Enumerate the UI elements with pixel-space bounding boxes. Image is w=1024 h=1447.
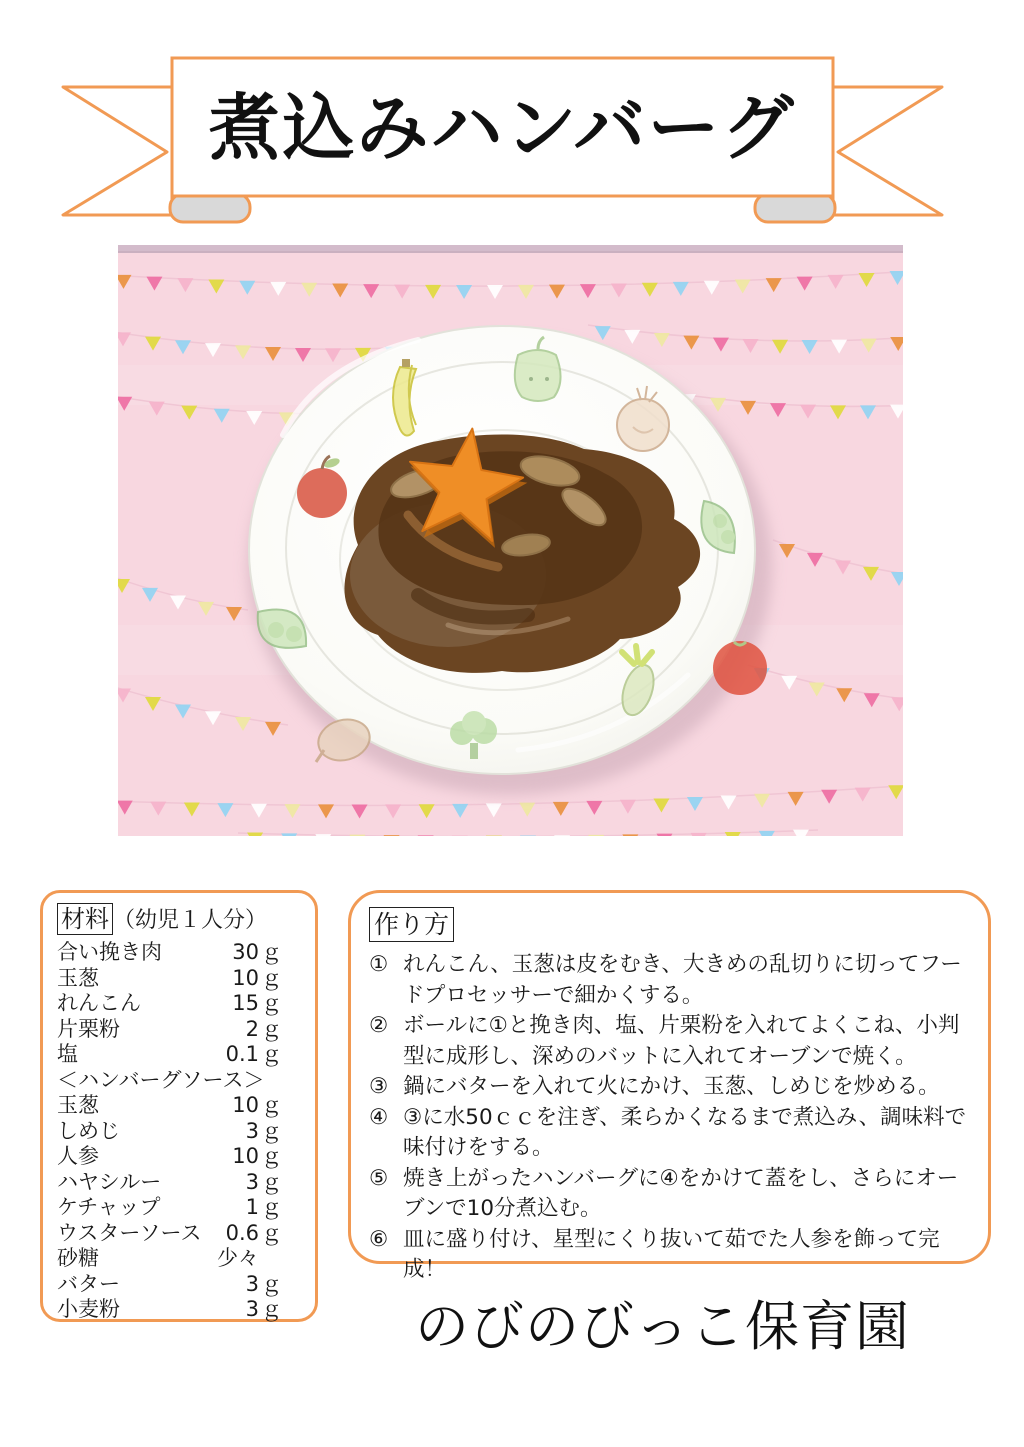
step-text: 皿に盛り付け、星型にくり抜いて茹でた人参を飾って完成！ — [403, 1226, 940, 1283]
instruction-step — [369, 1072, 972, 1103]
ingredient-value: 少々 — [217, 1246, 259, 1270]
ingredient-row — [57, 991, 305, 1017]
ingredient-unit: ｇ — [261, 940, 282, 964]
ingredient-row — [57, 1042, 305, 1068]
ingredient-row — [57, 1297, 305, 1323]
instruction-step — [369, 1164, 972, 1225]
ingredient-unit: ｇ — [261, 1042, 282, 1066]
step-number: ⑤ — [369, 1165, 389, 1191]
ingredient-name: ウスターソース — [57, 1220, 202, 1245]
ingredient-row — [57, 1246, 305, 1272]
ingredient-name: 玉葱 — [57, 1093, 99, 1117]
ingredient-unit: ｇ — [261, 965, 282, 990]
ingredient-name: 合い挽き肉 — [57, 940, 162, 964]
ingredient-name: 玉葱 — [57, 965, 99, 990]
ingredient-unit: ｇ — [261, 1271, 282, 1296]
ingredient-value: 3 — [245, 1118, 259, 1143]
ribbon-right-tail — [833, 87, 942, 215]
ingredient-value: 10 — [232, 1144, 259, 1168]
cloth-top-edge — [118, 245, 903, 251]
ingredient-value: 3 — [245, 1271, 259, 1296]
ingredients-header — [57, 903, 305, 935]
instructions-header — [369, 907, 972, 942]
ingredient-section-row — [57, 1068, 305, 1094]
ingredient-value: 3 — [245, 1297, 259, 1321]
step-text: ボールに①と挽き肉、塩、片栗粉を入れてよくこね、小判型に成形し、深めのバットに入れてオーブンで焼く。 — [403, 1013, 960, 1069]
ingredient-unit: ｇ — [261, 1220, 282, 1245]
instruction-step — [369, 1225, 972, 1286]
instruction-step — [369, 1103, 972, 1164]
ingredient-value: 1 — [245, 1195, 259, 1219]
ingredient-unit: ｇ — [261, 1169, 282, 1194]
ingredient-value: 0.1 — [225, 1042, 259, 1066]
ingredient-value: 10 — [232, 1093, 259, 1117]
ingredient-unit: ｇ — [261, 1195, 282, 1219]
ingredient-name: 塩 — [57, 1042, 78, 1066]
ingredients-panel — [40, 890, 318, 1322]
ingredient-unit: ｇ — [261, 991, 282, 1015]
ribbon-right-curl — [755, 194, 835, 222]
ingredient-unit: ｇ — [261, 1144, 282, 1168]
banner-ribbon — [60, 55, 945, 227]
ingredient-name: 人参 — [57, 1144, 99, 1168]
step-text: 鍋にバターを入れて火にかけ、玉葱、しめじを炒める。 — [403, 1074, 940, 1100]
ingredient-row — [57, 966, 305, 992]
ribbon-graphic — [60, 55, 945, 227]
ingredient-unit: ｇ — [261, 1016, 282, 1041]
instructions-panel — [348, 890, 991, 1283]
ribbon-left-tail — [63, 87, 172, 215]
school-name: のびのびっこ保育園 — [415, 1295, 910, 1358]
step-number: ④ — [369, 1104, 389, 1130]
ingredient-row — [57, 1144, 305, 1170]
ingredient-row — [57, 1017, 305, 1043]
ingredient-value: 2 — [245, 1016, 259, 1041]
ingredient-unit: ｇ — [261, 1297, 282, 1321]
ingredient-unit: ｇ — [261, 1118, 282, 1143]
ingredient-name: れんこん — [57, 991, 141, 1015]
ingredient-row — [57, 1093, 305, 1119]
ingredient-value: 10 — [232, 965, 259, 990]
step-number: ② — [369, 1013, 389, 1039]
step-number: ③ — [369, 1074, 389, 1100]
ingredient-section-label: ＜ハンバーグソース＞ — [57, 1067, 265, 1092]
ingredient-name: 片栗粉 — [57, 1016, 120, 1041]
ingredient-name: バター — [57, 1271, 120, 1296]
ingredient-row — [57, 1170, 305, 1196]
ingredient-unit: ｇ — [261, 1093, 282, 1117]
cloth-top-line — [118, 251, 903, 253]
ingredient-row — [57, 1195, 305, 1221]
step-text: 焼き上がったハンバーグに④をかけて蓋をし、さらにオーブンで10分煮込む。 — [403, 1165, 959, 1222]
ingredient-name: 小麦粉 — [57, 1297, 120, 1321]
tomato-doodle-icon — [713, 641, 767, 695]
ingredient-row — [57, 1119, 305, 1145]
ingredients-label: 材料 — [57, 903, 113, 935]
ingredient-value: 0.6 — [225, 1220, 259, 1245]
ingredient-value: 3 — [245, 1169, 259, 1194]
dish-photo-graphic — [118, 245, 903, 836]
ingredient-value: 30 — [232, 940, 259, 964]
instruction-step — [369, 1011, 972, 1072]
ingredient-value: 15 — [232, 991, 259, 1015]
ingredients-note: （幼児１人分） — [113, 908, 268, 933]
recipe-title: 煮込みハンバーグ — [208, 86, 796, 170]
step-number: ⑥ — [369, 1226, 389, 1252]
ribbon-left-curl — [170, 194, 250, 222]
step-number: ① — [369, 952, 389, 978]
ingredient-name: ケチャップ — [57, 1195, 161, 1219]
dish-photo — [118, 245, 903, 836]
instruction-step — [369, 950, 972, 1011]
ingredient-name: しめじ — [57, 1118, 120, 1143]
ingredient-row — [57, 1272, 305, 1298]
ingredient-name: ハヤシルー — [57, 1169, 162, 1194]
ingredient-row — [57, 1221, 305, 1247]
instructions-label: 作り方 — [369, 907, 454, 942]
ingredient-name: 砂糖 — [57, 1246, 99, 1270]
step-text: れんこん、玉葱は皮をむき、大きめの乱切りに切ってフードプロセッサーで細かくする。 — [403, 952, 962, 1008]
ingredient-row — [57, 940, 305, 966]
step-text: ③に水50ｃｃを注ぎ、柔らかくなるまで煮込み、調味料で味付けをする。 — [403, 1104, 967, 1161]
